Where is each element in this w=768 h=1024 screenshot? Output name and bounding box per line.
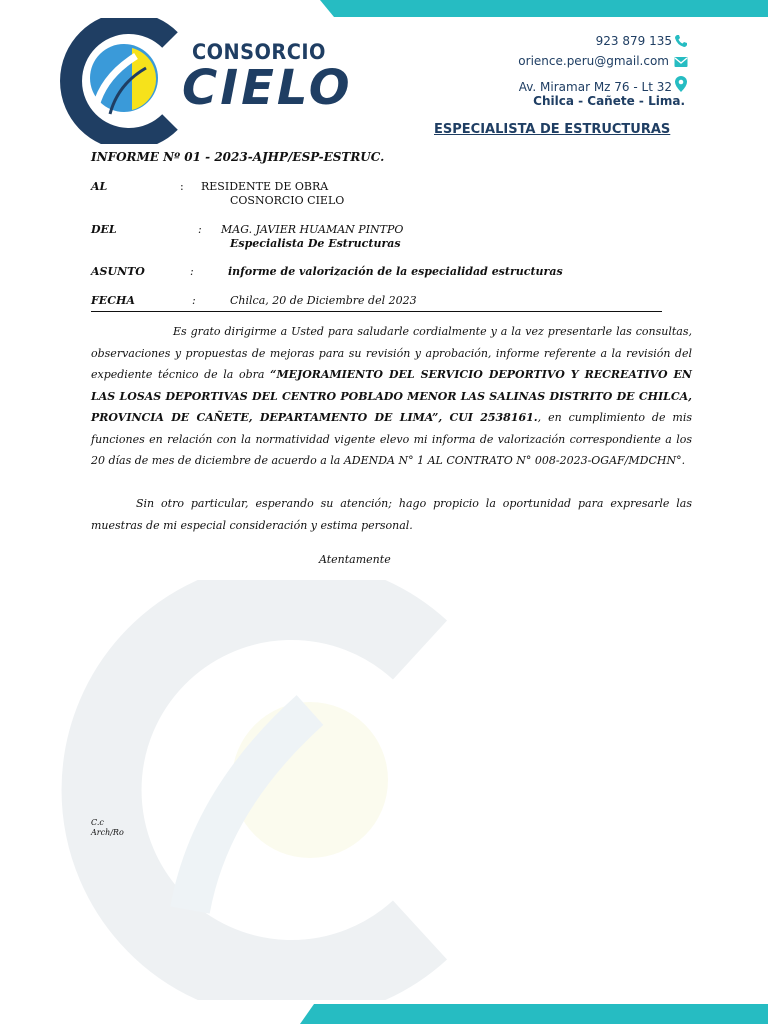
field-del-value-1: MAG. JAVIER HUAMAN PINTPO — [221, 223, 404, 236]
field-fecha-label: FECHA — [91, 294, 135, 307]
field-al-value-1: RESIDENTE DE OBRA — [201, 180, 329, 193]
watermark-logo — [60, 580, 450, 1000]
field-fecha-value: Chilca, 20 de Diciembre del 2023 — [230, 294, 417, 307]
company-logo — [52, 18, 352, 144]
phone-icon — [674, 34, 688, 48]
field-al-value-2: COSNORCIO CIELO — [230, 194, 345, 207]
contact-phone: 923 879 135 — [595, 34, 672, 48]
field-asunto-label: ASUNTO — [91, 265, 145, 278]
report-number: INFORME Nº 01 - 2023-AJHP/ESP-ESTRUC. — [91, 150, 385, 164]
body-paragraph-1 — [91, 321, 692, 472]
project-name: “MEJORAMIENTO DEL SERVICIO DEPORTIVO Y RECREATIVO EN LAS LOSAS DEPORTIVAS DEL CENTRO POBLADO MENOR LAS SALINAS DISTRITO DE CHILCA, PROVINCIA DE CAÑETE, DEPARTAMENTO DE LIMA”, CUI 2538161. — [91, 368, 692, 424]
contact-address-line2: Chilca - Cañete - Lima. — [533, 94, 685, 108]
archive-note: Arch/Ro — [91, 828, 124, 837]
field-al-label: AL — [91, 180, 108, 193]
brand-name-top: CONSORCIO — [192, 40, 326, 64]
brand-name-main: CIELO — [182, 60, 353, 116]
contact-address-line1: Av. Miramar Mz 76 - Lt 32 — [518, 80, 672, 94]
field-del-colon: : — [198, 223, 202, 236]
bottom-accent-bar — [300, 1004, 768, 1024]
field-fecha-colon: : — [192, 294, 196, 307]
contact-email: orience.peru@gmail.com — [518, 54, 669, 68]
cc-note: C.c — [91, 818, 104, 827]
field-asunto-value: informe de valorización de la especialidad estructuras — [228, 265, 563, 278]
field-al-colon: : — [180, 180, 184, 193]
body-paragraph-2: Sin otro particular, esperando su atención; hago propicio la oportunidad para expresarle las muestras de mi especial consideración y estima personal. — [91, 497, 692, 532]
logo-mark-icon — [52, 18, 178, 144]
location-pin-icon — [674, 75, 688, 93]
field-del-value-2: Especialista De Estructuras — [230, 237, 401, 250]
top-accent-bar — [320, 0, 768, 17]
body-paragraph-1-rest: , en cumplimiento de mis funciones en relación con la normatividad vigente elevo mi informa de valorización correspondiente a los 20 días de mes de diciembre de acuerdo a la ADENDA N° 1 AL CONTRATO N° 008-2023-OGAF/MDCHN°. — [91, 411, 693, 467]
header-divider — [91, 311, 662, 312]
specialty-title: ESPECIALISTA DE ESTRUCTURAS — [434, 122, 671, 137]
field-del-label: DEL — [91, 223, 117, 236]
field-asunto-colon: : — [190, 265, 194, 278]
body-paragraph-1-intro: Es grato dirigirme a Usted para saludarle cordialmente y a la vez presentarle las consultas, observaciones y propuestas de mejoras para su revisión y aprobación, informe referente a la revisión del expediente técnico de la obra — [91, 325, 692, 381]
closing-text: Atentamente — [319, 553, 391, 566]
email-icon — [674, 55, 688, 69]
